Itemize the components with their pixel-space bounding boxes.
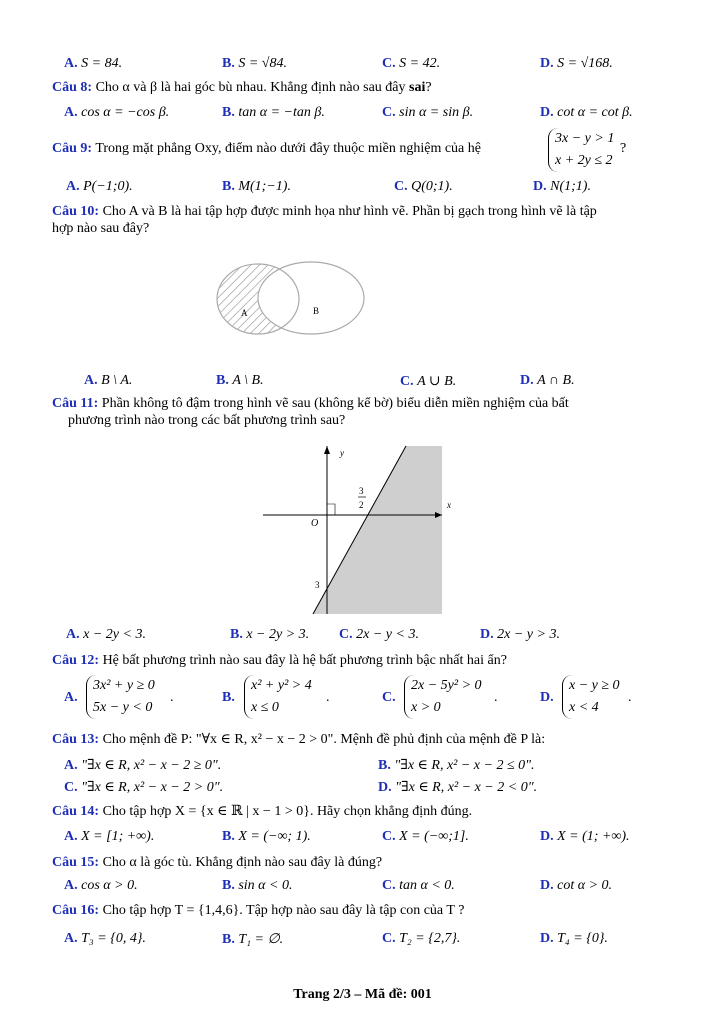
q12-option-a-system: 3x² + y ≥ 0 5x − y < 0 <box>86 675 155 719</box>
question-number: Câu 9: <box>52 141 93 156</box>
q8-option-c: C. sin α = sin β. <box>382 105 474 120</box>
q12-option-d-end: . <box>628 690 632 705</box>
q13-option-c: C. "∃x ∈ R, x² − x − 2 > 0". <box>64 780 224 795</box>
shaded-region <box>313 446 442 614</box>
right-angle-mark <box>327 504 335 515</box>
question-number: Câu 8: <box>52 80 93 95</box>
q8-option-b: B. tan α = −tan β. <box>222 105 325 120</box>
option-label: D. <box>540 56 554 71</box>
q9-option-c: C. Q(0;1). <box>394 179 453 194</box>
q14-option-a: A. X = [1; +∞). <box>64 829 155 844</box>
q12-option-d-label: D. <box>540 690 554 705</box>
set-b-label: B <box>313 306 320 316</box>
q12-option-c-end: . <box>494 690 498 705</box>
x-axis-label: x <box>447 500 451 510</box>
option-label: B. <box>222 56 235 71</box>
option-a: A. S = 84. <box>64 56 123 71</box>
q13-option-a: A. "∃x ∈ R, x² − x − 2 ≥ 0". <box>64 758 222 773</box>
option-d: D. S = √168. <box>540 56 613 71</box>
venn-diagram <box>215 258 370 338</box>
q9-system: 3x − y > 1 x + 2y ≤ 2 <box>548 128 614 172</box>
q12-option-a-end: . <box>170 690 174 705</box>
q16-option-a: A. T₃ = {0, 4}. <box>64 931 146 946</box>
question-number: Câu 11: <box>52 396 99 411</box>
q11-option-d: D. 2x − y > 3. <box>480 627 560 642</box>
q16-option-c: C. T₂ = {2,7}. <box>382 931 461 946</box>
q9-option-b: B. M(1;−1). <box>222 179 291 194</box>
question-number: Câu 13: <box>52 732 100 747</box>
q15-option-c: C. tan α < 0. <box>382 878 455 893</box>
q10-option-b: B. A \ B. <box>216 373 264 388</box>
q14-option-b: B. X = (−∞; 1). <box>222 829 311 844</box>
y-axis-label: y <box>340 448 344 458</box>
set-a-label: A <box>241 308 248 318</box>
option-c: C. S = 42. <box>382 56 441 71</box>
q12-option-b-label: B. <box>222 690 235 705</box>
question-11-stem-line2: phương trình nào trong các bất phương trình sau? <box>68 413 346 428</box>
q15-option-a: A. cos α > 0. <box>64 878 138 893</box>
question-number: Câu 15: <box>52 855 100 870</box>
question-9-stem: Câu 9: Trong mặt phẳng Oxy, điểm nào dưới đây thuộc miền nghiệm của hệ <box>52 141 481 156</box>
q9-question-mark: ? <box>620 141 627 156</box>
question-12-stem: Câu 12: Hệ bất phương trình nào sau đây là hệ bất phương trình bậc nhất hai ẩn? <box>52 653 507 668</box>
question-15-stem: Câu 15: Cho α là góc tù. Khẳng định nào sau đây là đúng? <box>52 855 383 870</box>
page-footer: Trang 2/3 – Mã đề: 001 <box>293 987 432 1002</box>
q16-option-b: B. T₁ = ∅. <box>222 932 284 947</box>
question-number: Câu 12: <box>52 653 100 668</box>
q12-option-c-system: 2x − 5y² > 0 x > 0 <box>404 675 482 719</box>
q14-option-c: C. X = (−∞;1]. <box>382 829 469 844</box>
q10-option-a: A. B \ A. <box>84 373 133 388</box>
q8-option-d: D. cot α = cot β. <box>540 105 633 120</box>
question-8-stem: Câu 8: Cho α và β là hai góc bù nhau. Khẳng định nào sau đây sai? <box>52 80 432 95</box>
q15-option-d: D. cot α > 0. <box>540 878 613 893</box>
q11-option-c: C. 2x − y < 3. <box>339 627 419 642</box>
q9-option-d: D. N(1;1). <box>533 179 591 194</box>
question-10-stem: Câu 10: Cho A và B là hai tập hợp được minh họa như hình vẽ. Phần bị gạch trong hình vẽ là tập <box>52 204 597 219</box>
question-number: Câu 10: <box>52 204 100 219</box>
x-tick-denominator: 2 <box>359 500 364 510</box>
q12-option-b-system: x² + y² > 4 x ≤ 0 <box>244 675 312 719</box>
q10-option-d: D. A ∩ B. <box>520 373 575 388</box>
option-label: A. <box>64 56 78 71</box>
y-tick-label: 3 <box>315 580 320 590</box>
option-b: B. S = √84. <box>222 56 287 71</box>
q12-option-b-end: . <box>326 690 330 705</box>
q12-option-d-system: x − y ≥ 0 x < 4 <box>562 675 620 719</box>
y-axis-arrow <box>324 446 330 454</box>
option-label: C. <box>382 56 396 71</box>
q13-option-d: D. "∃x ∈ R, x² − x − 2 < 0". <box>378 780 538 795</box>
question-13-stem: Câu 13: Cho mệnh đề P: "∀x ∈ R, x² − x − 2 > 0". Mệnh đề phủ định của mệnh đề P là: <box>52 732 546 747</box>
question-10-stem-line2: hợp nào sau đây? <box>52 221 150 236</box>
q9-option-a: A. P(−1;0). <box>66 179 133 194</box>
origin-label: O <box>311 518 319 529</box>
question-number: Câu 16: <box>52 903 100 918</box>
x-tick-numerator: 3 <box>359 486 364 496</box>
q14-option-d: D. X = (1; +∞). <box>540 829 630 844</box>
q10-option-c: C. A ∪ B. <box>400 374 457 389</box>
inequality-graph <box>255 438 465 620</box>
q12-option-a-label: A. <box>64 690 78 705</box>
question-number: Câu 14: <box>52 804 100 819</box>
question-14-stem: Câu 14: Cho tập hợp X = {x ∈ ℝ | x − 1 > 0}. Hãy chọn khẳng định đúng. <box>52 804 473 819</box>
q13-option-b: B. "∃x ∈ R, x² − x − 2 ≤ 0". <box>378 758 535 773</box>
q12-option-c-label: C. <box>382 690 396 705</box>
q15-option-b: B. sin α < 0. <box>222 878 293 893</box>
question-16-stem: Câu 16: Cho tập hợp T = {1,4,6}. Tập hợp nào sau đây là tập con của T ? <box>52 903 465 918</box>
q8-option-a: A. cos α = −cos β. <box>64 105 170 120</box>
hatched-region <box>215 258 370 338</box>
q11-option-b: B. x − 2y > 3. <box>230 627 310 642</box>
q11-option-a: A. x − 2y < 3. <box>66 627 146 642</box>
q16-option-d: D. T₄ = {0}. <box>540 931 608 946</box>
question-11-stem: Câu 11: Phần không tô đậm trong hình vẽ sau (không kể bờ) biểu diễn miền nghiệm của bất <box>52 396 569 411</box>
